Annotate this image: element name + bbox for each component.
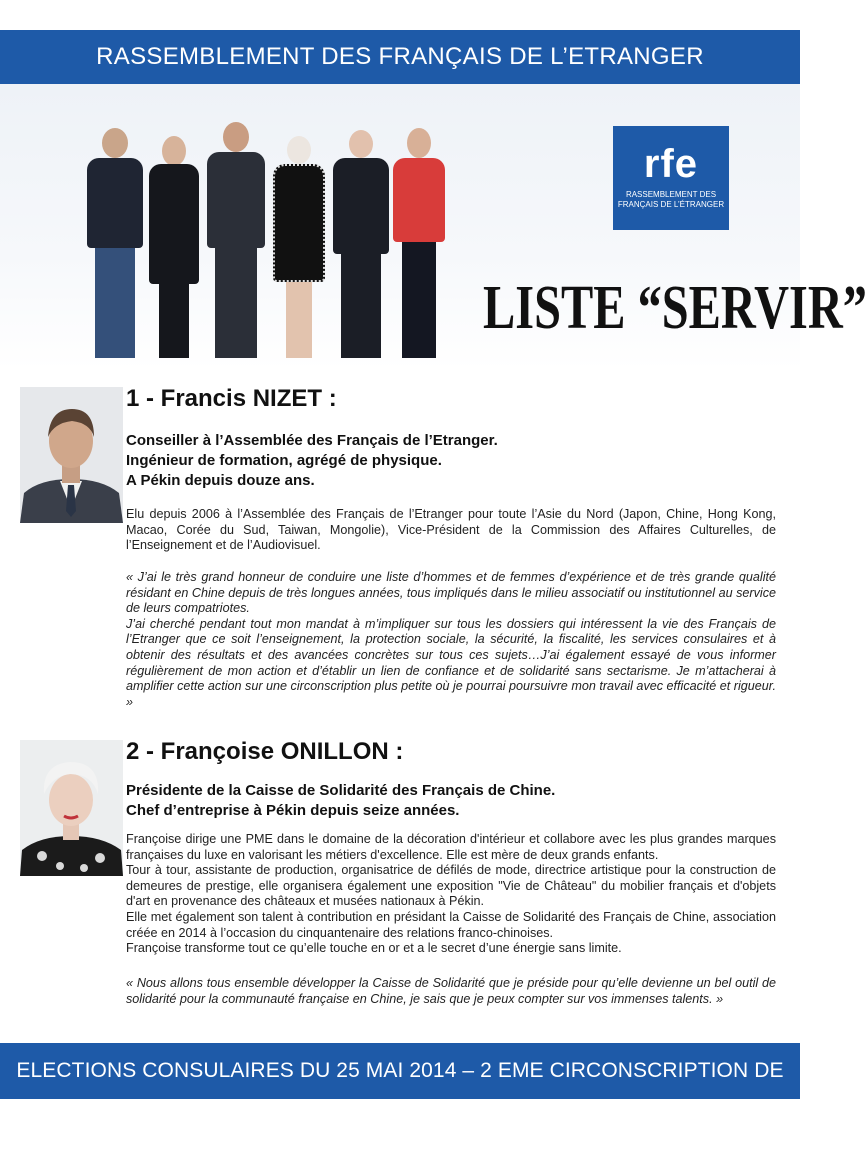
group-person bbox=[85, 128, 145, 358]
candidate-2-name: 2 - Françoise ONILLON : bbox=[126, 738, 404, 765]
candidate-2-bio-p2: Tour à tour, assistante de production, organisatrice de défilés de mode, directrice artistique pour la construction de demeures de prestige, elle organisera également une exposition "Vie de Château" du mobilier français et d'objets d'art en provenance des châteaux et musées nationaux à Pékin. bbox=[126, 863, 776, 909]
list-title: LISTE “SERVIR” bbox=[483, 274, 867, 342]
group-photo bbox=[85, 104, 445, 364]
candidate-2-bio bbox=[126, 832, 776, 957]
candidate-2-bio-p1: Françoise dirige une PME dans le domaine de la décoration d'intérieur et collabore avec les plus grandes marques françaises du luxe en valorisant les métiers d'excellence. Elle est mère de deux grands enfants. bbox=[126, 832, 776, 862]
footer-banner bbox=[0, 1043, 800, 1138]
portrait-image bbox=[20, 387, 123, 523]
group-person bbox=[205, 122, 267, 358]
rfe-logo bbox=[613, 126, 729, 230]
candidate-2-bio-p4: Françoise transforme tout ce qu’elle touche en or et a le secret d’une énergie sans limite. bbox=[126, 941, 622, 956]
candidate-1-bio-text: Elu depuis 2006 à l’Assemblée des Français de l’Etranger pour toute l’Asie du Nord (Japon, Chine, Hong Kong, Macao, Corée du Sud, Taiwan, Mongolie), Vice-Président de la Commission des Affaires Culturelles, de l’Enseignement et de l’Audiovisuel. bbox=[126, 507, 776, 553]
candidate-1-role-1: Conseiller à l’Assemblée des Français de l’Etranger. bbox=[126, 432, 498, 449]
group-person bbox=[391, 128, 447, 358]
portrait-image bbox=[20, 740, 123, 876]
candidate-1-role-2: Ingénieur de formation, agrégé de physique. bbox=[126, 452, 442, 469]
logo-line-1: RASSEMBLEMENT DES bbox=[625, 190, 717, 199]
group-person bbox=[271, 136, 327, 358]
group-person bbox=[331, 130, 391, 358]
portrait-francoise-onillon bbox=[20, 740, 123, 876]
candidate-2-bio-p3: Elle met également son talent à contribution en présidant la Caisse de Solidarité des Français de Chine, association créée en 2014 à l’occasion du cinquantenaire des relations franco-chinoises. bbox=[126, 909, 776, 940]
group-person bbox=[147, 136, 201, 358]
candidate-2-role-2: Chef d’entreprise à Pékin depuis seize années. bbox=[126, 802, 460, 819]
footer-title: ELECTIONS CONSULAIRES DU 25 MAI 2014 – 2 EME CIRCONSCRIPTION DE CHINE bbox=[16, 1059, 784, 1138]
candidate-1-quote-p2: J’ai cherché pendant tout mon mandat à m’impliquer sur tous les dossiers qui intéressent la vie des Français de l’Etranger que ce soit l’enseignement, la protection sociale, la sécurité, la fiscalité, les services consulaires et à obtenir des résultats et des avancées concrètes sur tous ces sujets…J’ai également essayé de vous informer régulièrement de mon action et d’établir un lien de confiance et de solidarité sans sectarisme. Je m’attacherai à amplifier cette action sur une circonscription plus petite où je pourrai poursuivre mon travail avec efficacité et rigueur. » bbox=[126, 616, 776, 709]
candidate-1-quote-p1: « J’ai le très grand honneur de conduire une liste d’hommes et de femmes d’expérience et de très grande qualité résidant en Chine depuis de très longues années, tous impliqués dans le milieu associatif ou institutionnel au service de leurs compatriotes. bbox=[126, 570, 776, 616]
logo-line-2: FRANÇAIS DE L’ÉTRANGER bbox=[617, 200, 725, 209]
logo-mark: rfe bbox=[643, 142, 699, 186]
candidate-2-role-1: Présidente de la Caisse de Solidarité des Français de Chine. bbox=[126, 782, 556, 799]
candidate-1-quote bbox=[126, 570, 776, 710]
candidate-1-name: 1 - Francis NIZET : bbox=[126, 385, 337, 412]
candidate-2-quote-text: « Nous allons tous ensemble développer la Caisse de Solidarité que je préside pour qu’elle devienne un bel outil de solidarité pour la communauté française en Chine, je sais que je peux compter sur vos immenses talents. » bbox=[126, 976, 776, 1006]
header-banner bbox=[0, 30, 800, 84]
candidate-1-role-3: A Pékin depuis douze ans. bbox=[126, 472, 315, 489]
candidate-1-bio bbox=[126, 507, 776, 554]
header-title: RASSEMBLEMENT DES FRANÇAIS DE L’ETRANGER bbox=[96, 43, 704, 70]
candidate-2-quote bbox=[126, 976, 776, 1007]
portrait-francis-nizet bbox=[20, 387, 123, 523]
